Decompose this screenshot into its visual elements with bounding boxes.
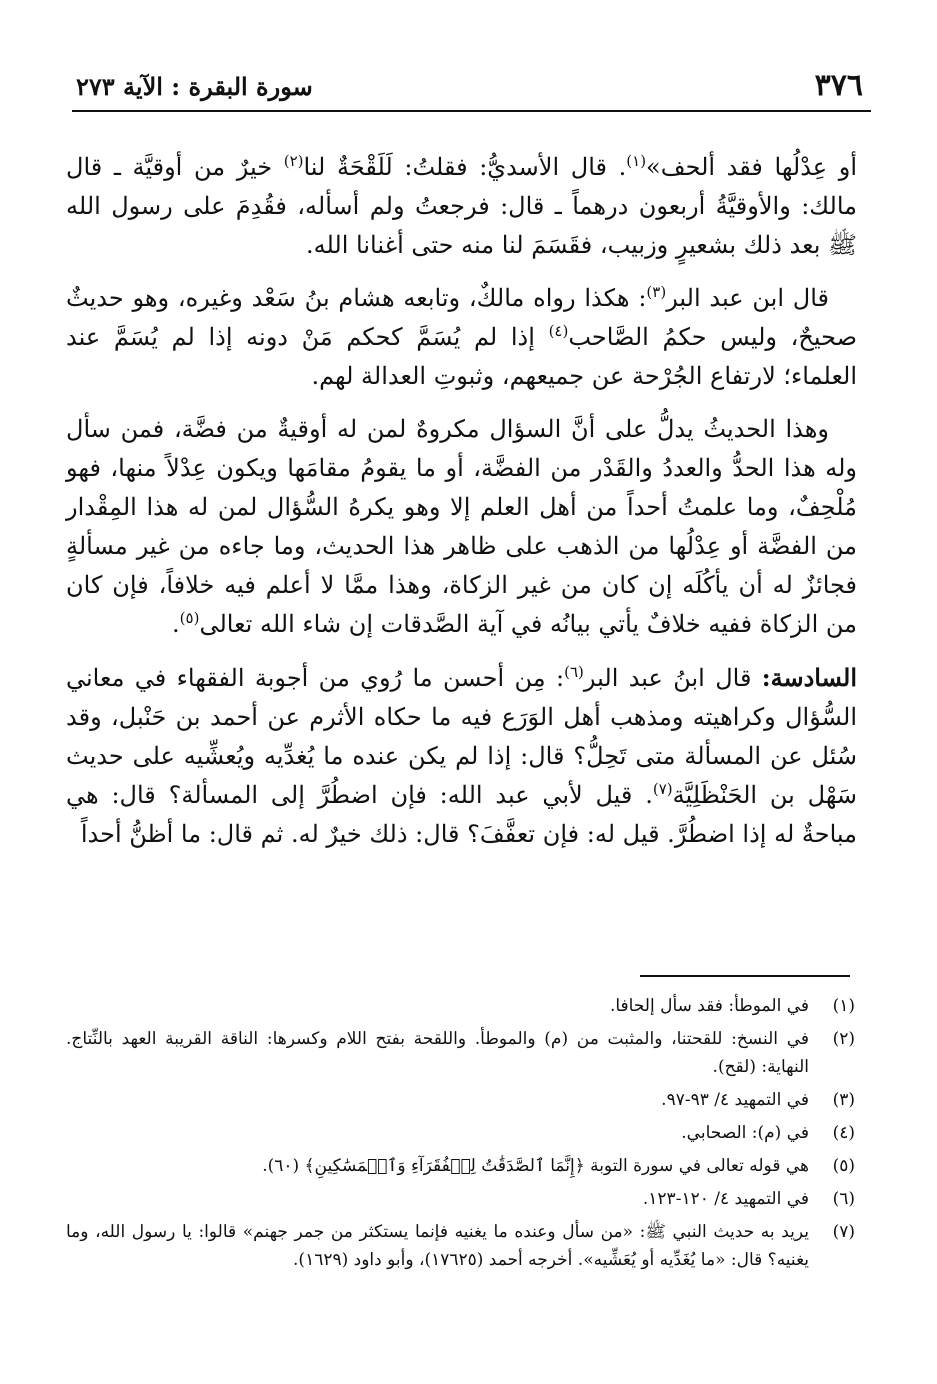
section-lead: السادسة:: [761, 663, 857, 692]
paragraph-3: [66, 410, 857, 644]
paragraph-text: . قيل لأبي عبد الله: فإن اضطُرَّ إلى المسألة؟ قال: هي مباحةٌ له إذا اضطُرَّ. قيل له: فإن تعفَّفَ؟ قال: ذلك خيرٌ له. ثم قال: ما أظنُّ أحداً: [66, 781, 857, 848]
footnote-ref: (٧): [652, 780, 673, 798]
paragraph-text: قال ابن عبد البر: [666, 284, 829, 312]
footnote-text: في التمهيد ٤/ ١٢٠-١٢٣.: [642, 1189, 809, 1209]
paragraph-1: [66, 148, 857, 265]
paragraph-text: وهذا الحديثُ يدلُّ على أنَّ السؤال مكروهٌ لمن له أوقيةٌ من فضَّة، فمن سأل وله هذا الحدُّ والعددُ والقَدْر من الفضَّة، أو ما يقومُ مقامَها ويكون عِدْلاً منها، فهو مُلْحِفٌ، وما علمتُ أحداً من أهل العلم إلا وهو يكرهُ السُّؤال لمن له هذا المِقْدار من الفضَّة أو عِدْلُها من الذهب على ظاهر هذا الحديث، وما جاءه من غير مسألةٍ فجائزٌ له أن يأكُلَه إن كان من غير الزكاة، وهذا ممَّا لا أعلم فيه خلافاً، فإن كان من الزكاة ففيه خلافٌ يأتي بيانُه في آية الصَّدقات إن شاء الله تعالى: [66, 415, 857, 638]
footnote-text: في (م): الصحابي.: [681, 1123, 809, 1143]
main-text: [66, 148, 857, 868]
paragraph-text: : مِن أحسن ما رُوي من أجوبة الفقهاء في معاني السُّؤال وكراهيته ومذهب أهل الوَرَع فيه ما حكاه الأثرم عن أحمد بن حَنْبل، وقد سُئل عن المسألة متى تَحِلُّ؟ قال: إذا لم يكن عنده ما يُغدِّيه ويُعشِّيه على حديث سَهْل بن الحَنْظَلِيَّة: [66, 664, 857, 809]
footnote: [66, 1025, 855, 1081]
footnote: [66, 1152, 855, 1180]
running-title: سورة البقرة : الآية ٢٧٣: [76, 72, 313, 101]
footnote-number: (٤): [832, 1123, 855, 1143]
footnote-ref: (١): [626, 152, 647, 170]
footnote-ref: (٣): [646, 283, 667, 301]
footnote-number: (١): [832, 996, 855, 1016]
paragraph-text: خيرٌ من أوقيَّة ـ قال مالك: والأوقيَّةُ أربعون درهماً ـ قال: فرجعتُ ولم أسأله، فقُدِمَ على رسول الله ﷺ بعد ذلك بشعيرٍ وزبيب، فقَسَمَ لنا منه حتى أغنانا الله.: [66, 153, 857, 259]
footnote: [66, 1218, 855, 1274]
footnote-text: يريد به حديث النبي ﷺ: «من سأل وعنده ما يغنيه فإنما يستكثر من جمر جهنم» قالوا: يا رسول الله، وما يغنيه؟ قال: «ما يُغَدِّيه أو يُعَشِّيه». أخرجه أحمد (١٧٦٢٥)، وأبو داود (١٦٢٩).: [66, 1222, 809, 1270]
paragraph-text: .: [172, 610, 180, 638]
footnote-ref: (٤): [548, 322, 569, 340]
footnote-number: (٧): [832, 1222, 855, 1242]
paragraph-text: : هكذا رواه مالكٌ، وتابعه هشام بنُ سَعْد وغيره، وهو حديثٌ صحيحٌ، وليس حكمُ الصَّاحب: [66, 284, 857, 351]
footnote-number: (٦): [832, 1189, 855, 1209]
footnote: [66, 1119, 855, 1147]
footnote: [66, 1185, 855, 1213]
footnote: [66, 992, 855, 1020]
footnote-text: هي قوله تعالى في سورة التوبة ﴿إِنَّمَا ٱلصَّدَقَٰتُ لِلۡفُقَرَآءِ وَٱلۡمَسَٰكِينِ﴾ (٦٠).: [262, 1156, 809, 1176]
paragraph-2: [66, 279, 857, 396]
footnote-ref: (٥): [179, 609, 200, 627]
paragraph-text: إذا لم يُسَمَّ كحكم مَنْ دونه إذا لم يُسَمَّ عند العلماء؛ لارتفاع الجُرْحة عن جميعهم، وثبوتِ العدالة لهم.: [66, 323, 857, 390]
footnote-divider: [640, 975, 850, 977]
paragraph-text: . قال الأسديُّ: فقلتُ: لَلَقْحَةٌ لنا: [303, 153, 627, 181]
footnote-number: (٢): [832, 1029, 855, 1049]
footnote-text: في الموطأ: فقد سأل إلحافا.: [609, 996, 809, 1016]
footnote-ref: (٢): [283, 152, 304, 170]
page-number: ٣٧٦: [814, 68, 863, 103]
paragraph-4: [66, 658, 857, 854]
paragraph-text: قال ابنُ عبد البر: [583, 664, 762, 692]
footnote-text: في النسخ: للقحتنا، والمثبت من (م) والموطأ. واللقحة بفتح اللام وكسرها: الناقة القريبة العهد بالنِّتاج. النهاية: (لقح).: [66, 1029, 809, 1077]
paragraph-text: أو عِدْلُها فقد ألحف»: [646, 153, 858, 181]
footnote-number: (٣): [832, 1090, 855, 1110]
footnote: [66, 1086, 855, 1114]
page-header: [72, 64, 871, 112]
footnote-ref: (٦): [564, 663, 584, 681]
footnote-number: (٥): [832, 1156, 855, 1176]
footnotes: [66, 992, 855, 1279]
footnote-text: في التمهيد ٤/ ٩٣-٩٧.: [661, 1090, 809, 1110]
